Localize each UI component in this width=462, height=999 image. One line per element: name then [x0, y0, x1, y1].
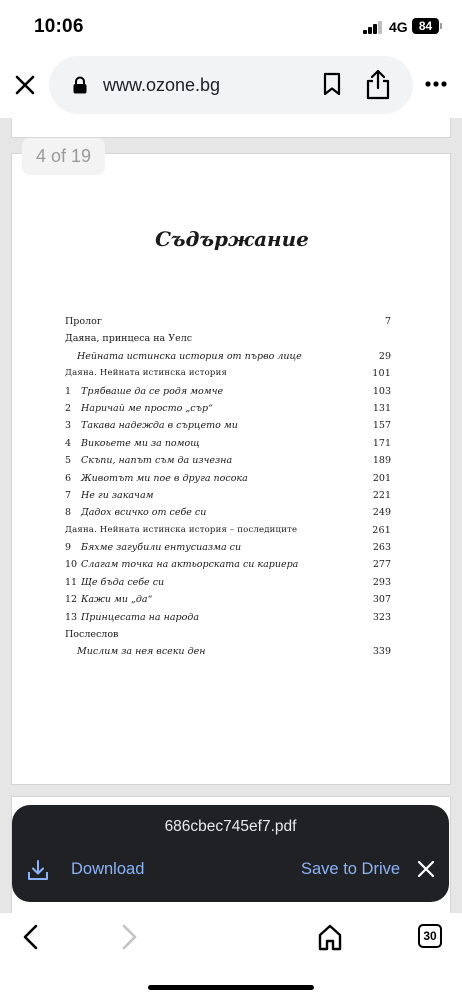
toc-page-number: 131: [372, 402, 391, 414]
back-icon[interactable]: [20, 924, 42, 950]
toc-entry: [65, 539, 391, 556]
toc-entry-title: Викоьете ми за помощ: [81, 437, 200, 449]
toc-chapter-number: 11: [65, 576, 78, 588]
download-icon[interactable]: [27, 859, 49, 881]
toc-entry: [65, 626, 391, 643]
toc-entry-title: Принцесата на народа: [81, 611, 200, 623]
browser-toolbar: [0, 52, 462, 118]
share-icon[interactable]: [365, 68, 391, 100]
toc-page-number: 201: [372, 472, 391, 484]
toc-page-number: 171: [372, 437, 391, 449]
home-indicator: [148, 985, 314, 990]
toc-page-number: 307: [372, 594, 391, 606]
toc-entry-title: Ще бъда себе си: [81, 576, 165, 588]
lock-icon: [72, 76, 88, 94]
battery-icon: 84: [412, 18, 439, 34]
toc-entry-title: Пролог: [65, 316, 102, 327]
toc-entry: [65, 330, 391, 347]
status-bar: [0, 0, 462, 52]
toc-chapter-number: 8: [65, 507, 72, 519]
close-icon[interactable]: [416, 859, 436, 879]
toc-page-number: 101: [372, 368, 391, 380]
home-icon[interactable]: [317, 923, 343, 951]
bottom-navigation: [0, 913, 462, 999]
toc-chapter-number: 3: [65, 420, 72, 432]
toc-entry: [65, 574, 391, 591]
toc-chapter-number: 6: [65, 472, 72, 484]
toc-page-number: 323: [372, 611, 391, 623]
toc-entry-title: Даяна. Нейната истинска история: [65, 368, 228, 379]
toc-entry: [65, 417, 391, 434]
toc-page-number: 103: [372, 385, 391, 397]
toc-entry-title: Дадох всичко от себе си: [81, 507, 207, 519]
toc-entry-title: Даяна. Нейната истинска история – последиците: [65, 524, 298, 535]
bookmark-icon[interactable]: [322, 72, 342, 96]
cellular-signal-icon: [363, 21, 383, 34]
pdf-page: [11, 153, 451, 785]
download-button[interactable]: Download: [71, 860, 145, 878]
toc-entry-title: Скъпи, напът съм да изчезна: [81, 455, 233, 467]
toc-page-number: 277: [372, 559, 391, 571]
download-sheet: [12, 805, 449, 902]
pdf-viewer[interactable]: [0, 118, 462, 913]
toc-entry: [65, 435, 391, 452]
status-time: 10:06: [34, 16, 84, 37]
toc-entry: [65, 400, 391, 417]
toc-entry: [65, 556, 391, 573]
toc-page-number: 263: [372, 542, 391, 554]
toc-page-number: 221: [372, 489, 391, 501]
toc-entry: [65, 348, 391, 365]
toc-chapter-number: 12: [65, 594, 78, 606]
toc-page-number: 7: [384, 316, 391, 327]
toc-entry-title: Не ги закачам: [81, 489, 154, 501]
file-name: 686cbec745ef7.pdf: [164, 818, 297, 835]
forward-icon[interactable]: [118, 924, 140, 950]
toc-page-number: 339: [372, 646, 391, 658]
toc-entry: [65, 365, 391, 382]
battery-tip: [440, 23, 442, 29]
toc-entry-title: Такава надежда в сърцето ми: [81, 420, 238, 432]
url-text[interactable]: www.ozone.bg: [103, 75, 221, 95]
toc-entry-title: Наричай ме просто „сър“: [81, 402, 213, 414]
toc-chapter-number: 4: [65, 437, 72, 449]
tab-switcher-button[interactable]: 30: [418, 924, 442, 948]
toc-page-number: 249: [372, 507, 391, 519]
toc-chapter-number: 7: [65, 489, 72, 501]
network-type: 4G: [389, 19, 408, 35]
page-counter: 4 of 19: [22, 138, 105, 175]
toc-chapter-number: 9: [65, 542, 72, 554]
toc-page-number: 157: [372, 420, 391, 432]
toc-entry-title: Трябваше да се родя момче: [81, 385, 224, 397]
toc-chapter-number: 2: [65, 402, 72, 414]
toc-entry-title: Бяхме загубили ентусиазма си: [81, 542, 242, 554]
toc-entry: [65, 522, 391, 539]
toc-entry-title: Слагам точка на актьорската си кариера: [81, 559, 299, 571]
previous-page: [11, 118, 451, 138]
address-bar[interactable]: [49, 56, 413, 114]
toc-page-number: 261: [372, 524, 391, 536]
save-to-drive-button[interactable]: Save to Drive: [301, 860, 401, 878]
toc-entry: [65, 470, 391, 487]
toc-chapter-number: 10: [65, 559, 78, 571]
toc-entry: [65, 591, 391, 608]
toc-entry-title: Послеслов: [65, 629, 119, 641]
toc-page-number: 29: [378, 350, 391, 362]
toc-entry: [65, 452, 391, 469]
toc-entry: [65, 504, 391, 521]
close-icon[interactable]: [10, 70, 40, 100]
toc-entry: [65, 487, 391, 504]
toc-chapter-number: 5: [65, 455, 72, 467]
toc-chapter-number: 13: [65, 611, 78, 623]
table-of-contents: [65, 313, 391, 661]
toc-title: Съдържание: [155, 227, 309, 251]
toc-entry-title: Нейната истинска история от първо лице: [77, 350, 302, 362]
toc-entry: [65, 643, 391, 660]
toc-entry-title: Животът ми пое в друга посока: [81, 472, 248, 484]
toc-entry: [65, 313, 391, 330]
toc-entry-title: Даяна, принцеса на Уелс: [65, 333, 193, 345]
toc-entry-title: Кажи ми „да“: [81, 594, 153, 606]
toc-chapter-number: 1: [65, 385, 72, 397]
toc-page-number: 293: [372, 576, 391, 588]
toc-entry-title: Мислим за нея всеки ден: [77, 646, 206, 658]
toc-entry: [65, 383, 391, 400]
more-icon[interactable]: [422, 74, 450, 94]
toc-entry: [65, 609, 391, 626]
toc-page-number: 189: [372, 455, 391, 467]
